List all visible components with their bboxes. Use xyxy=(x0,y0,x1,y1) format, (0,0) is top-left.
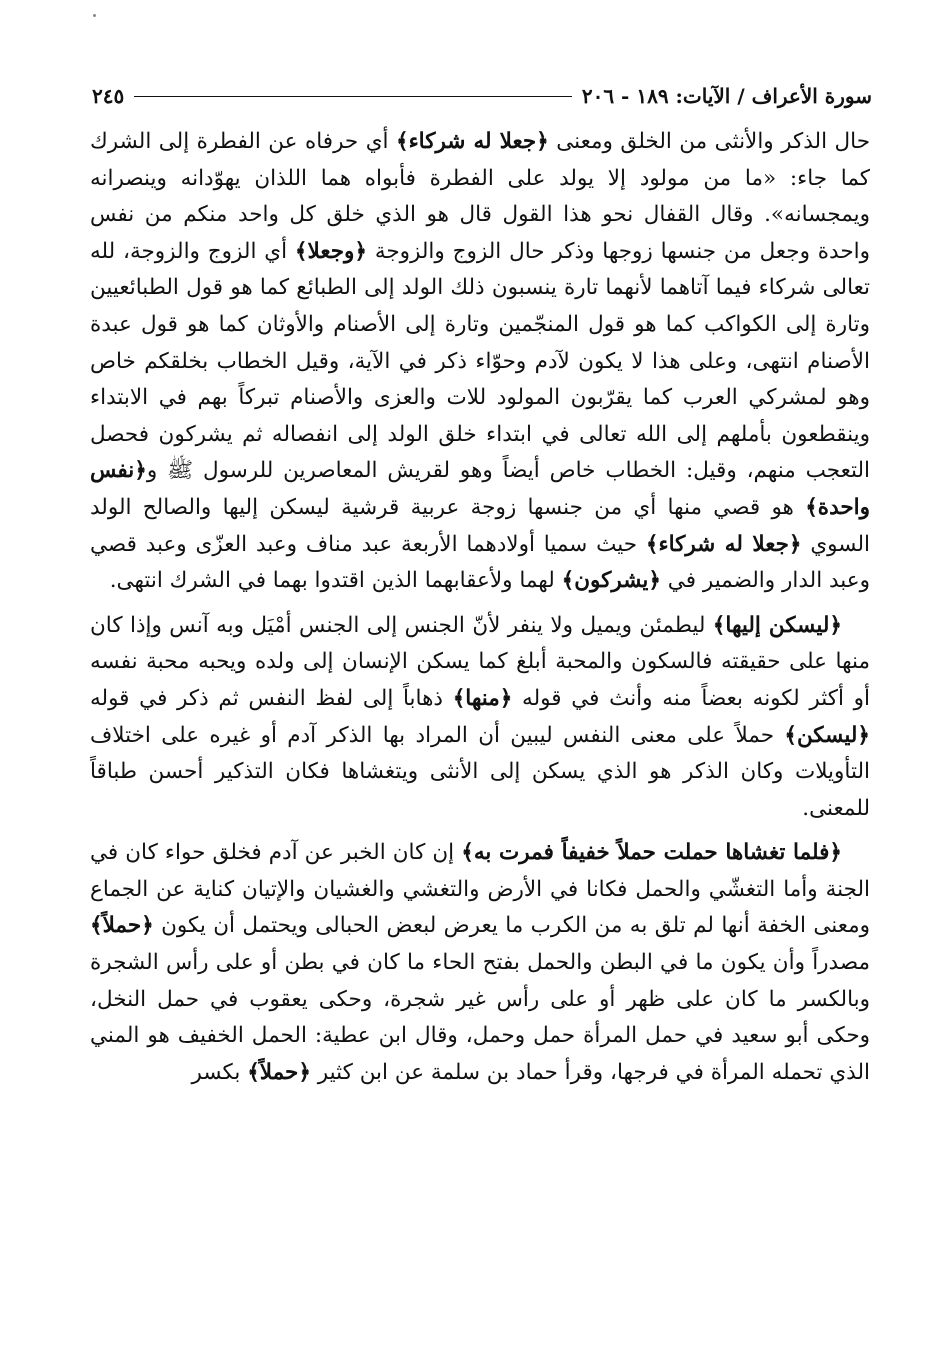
quran-quote: ﴿ليسكن إليها﴾ xyxy=(712,612,842,638)
text-run: مصدراً وأن يكون ما في البطن والحمل بفتح الحاء ما كان في بطن أو على رأس الشجرة وبالكسر ما كان على ظهر أو على رأس غير شجرة، وحكى يعقوب في حمل النخل، وحكى أبو سعيد في حمل المرأة حمل وحمل، وقال ابن عطية: الحمل الخفيف هو المني الذي تحمله المرأة في فرجها، وقرأ حماد بن سلمة عن ابن كثير xyxy=(90,950,870,1085)
surah-title: سورة الأعراف / الآيات: ١٨٩ - ٢٠٦ xyxy=(581,84,872,108)
text-run: ذهاباً إلى لفظ النفس ثم ذكر في قوله xyxy=(90,685,453,711)
quran-quote: ﴿جعلا له شركاء﴾ xyxy=(395,129,549,154)
text-run: حملاً على معنى النفس ليبين أن المراد بها الذكر آدم أو غيره على اختلاف التأويلات وكان الذكر هو الذي يسكن إلى الأنثى ويتغشاها فكان التذكير أحسن طباقاً للمعنى. xyxy=(90,722,870,821)
text-run: أي حرفاه عن الفطرة إلى الشرك كما جاء: «ما من مولود إلا يولد على الفطرة فأبواه هما اللذان يهوّدانه وينصرانه ويمجسانه». وقال القفال نحو هذا القول قال هو الذي خلق كل واحد منكم من نفس واحدة وجعل من جنسها زوجها وذكر حال الزوج والزوجة xyxy=(90,129,870,264)
quran-quote: ﴿ليسكن﴾ xyxy=(784,722,870,748)
text-run: حيث سميا أولادهما الأربعة عبد مناف وعبد العزّى وعبد قصي وعبد الدار والضمير في xyxy=(90,531,870,594)
quran-quote: ﴿فلما تغشاها حملت حملاً خفيفاً فمرت به﴾ xyxy=(461,840,842,866)
stray-dot xyxy=(93,14,96,17)
quran-quote: ﴿منها﴾ xyxy=(452,685,513,711)
text-run: هو قصي منها أي من جنسها زوجة عربية قرشية ليسكن إليها والصالح الولد السوي xyxy=(90,494,870,557)
quran-quote: ﴿وجعلا﴾ xyxy=(294,238,367,264)
page-number: ٢٤٥ xyxy=(92,84,125,108)
header-rule xyxy=(134,96,572,97)
text-run: ليطمئن ويميل ولا ينفر لأنّ الجنس إلى الجنس أمْيَل وبه آنس وإذا كان منها على حقيقته فالسكون والمحبة أبلغ كما يسكن الإنسان إلى ولده ويحبه محبة نفسه أو أكثر لكونه بعضاً منه وأنث في قوله xyxy=(90,612,870,711)
quran-quote: ﴿حملاً﴾ xyxy=(247,1059,311,1085)
body-text xyxy=(90,124,870,1099)
text-run: بكسر xyxy=(191,1059,248,1085)
quran-quote: ﴿نفس واحدة﴾ xyxy=(90,458,870,520)
text-run: إن كان الخبر عن آدم فخلق حواء كان في الجنة وأما التغشّي والحمل فكانا في الأرض والتغشي والغشيان والإتيان كناية عن الجماع ومعنى الخفة أنها لم تلق به من الكرب ما يعرض لبعض الحبالى ويحتمل أن يكون xyxy=(90,840,870,939)
text-run: حال الذكر والأنثى من الخلق ومعنى xyxy=(548,129,870,154)
text-run: لهما ولأعقابهما الذين اقتدوا بهما في الشرك انتهى. xyxy=(109,568,562,594)
quran-quote: ﴿جعلا له شركاء﴾ xyxy=(645,531,802,557)
quran-quote: ﴿حملاً﴾ xyxy=(90,913,154,939)
paragraph xyxy=(90,608,870,828)
text-run: أي الزوج والزوجة، لله تعالى شركاء فيما آتاهما لأنهما تارة ينسبون ذلك الولد إلى الطبائع كما هو قول الطبائعيين وتارة إلى الكواكب كما هو قول المنجّمين وتارة إلى الأصنام والأوثان كما هو قول عبدة الأصنام انتهى، وعلى هذا لا يكون لآدم وحوّاء ذكر في الآية، وقيل الخطاب بخلقكم خاص وهو لمشركي العرب كما يقرّبون المولود للات والعزى والأصنام تبركاً بهم في الابتداء وينقطعون بأملهم إلى الله تعالى في ابتداء خلق الولد إلى انفصاله ثم يشركون فحصل التعجب منهم، وقيل: الخطاب خاص أيضاً وهو لقريش المعاصرين للرسول ﷺ و xyxy=(90,238,870,484)
paragraph xyxy=(90,124,870,600)
page-header xyxy=(92,78,872,114)
paragraph xyxy=(90,835,870,1091)
quran-quote: ﴿يشركون﴾ xyxy=(561,568,661,594)
